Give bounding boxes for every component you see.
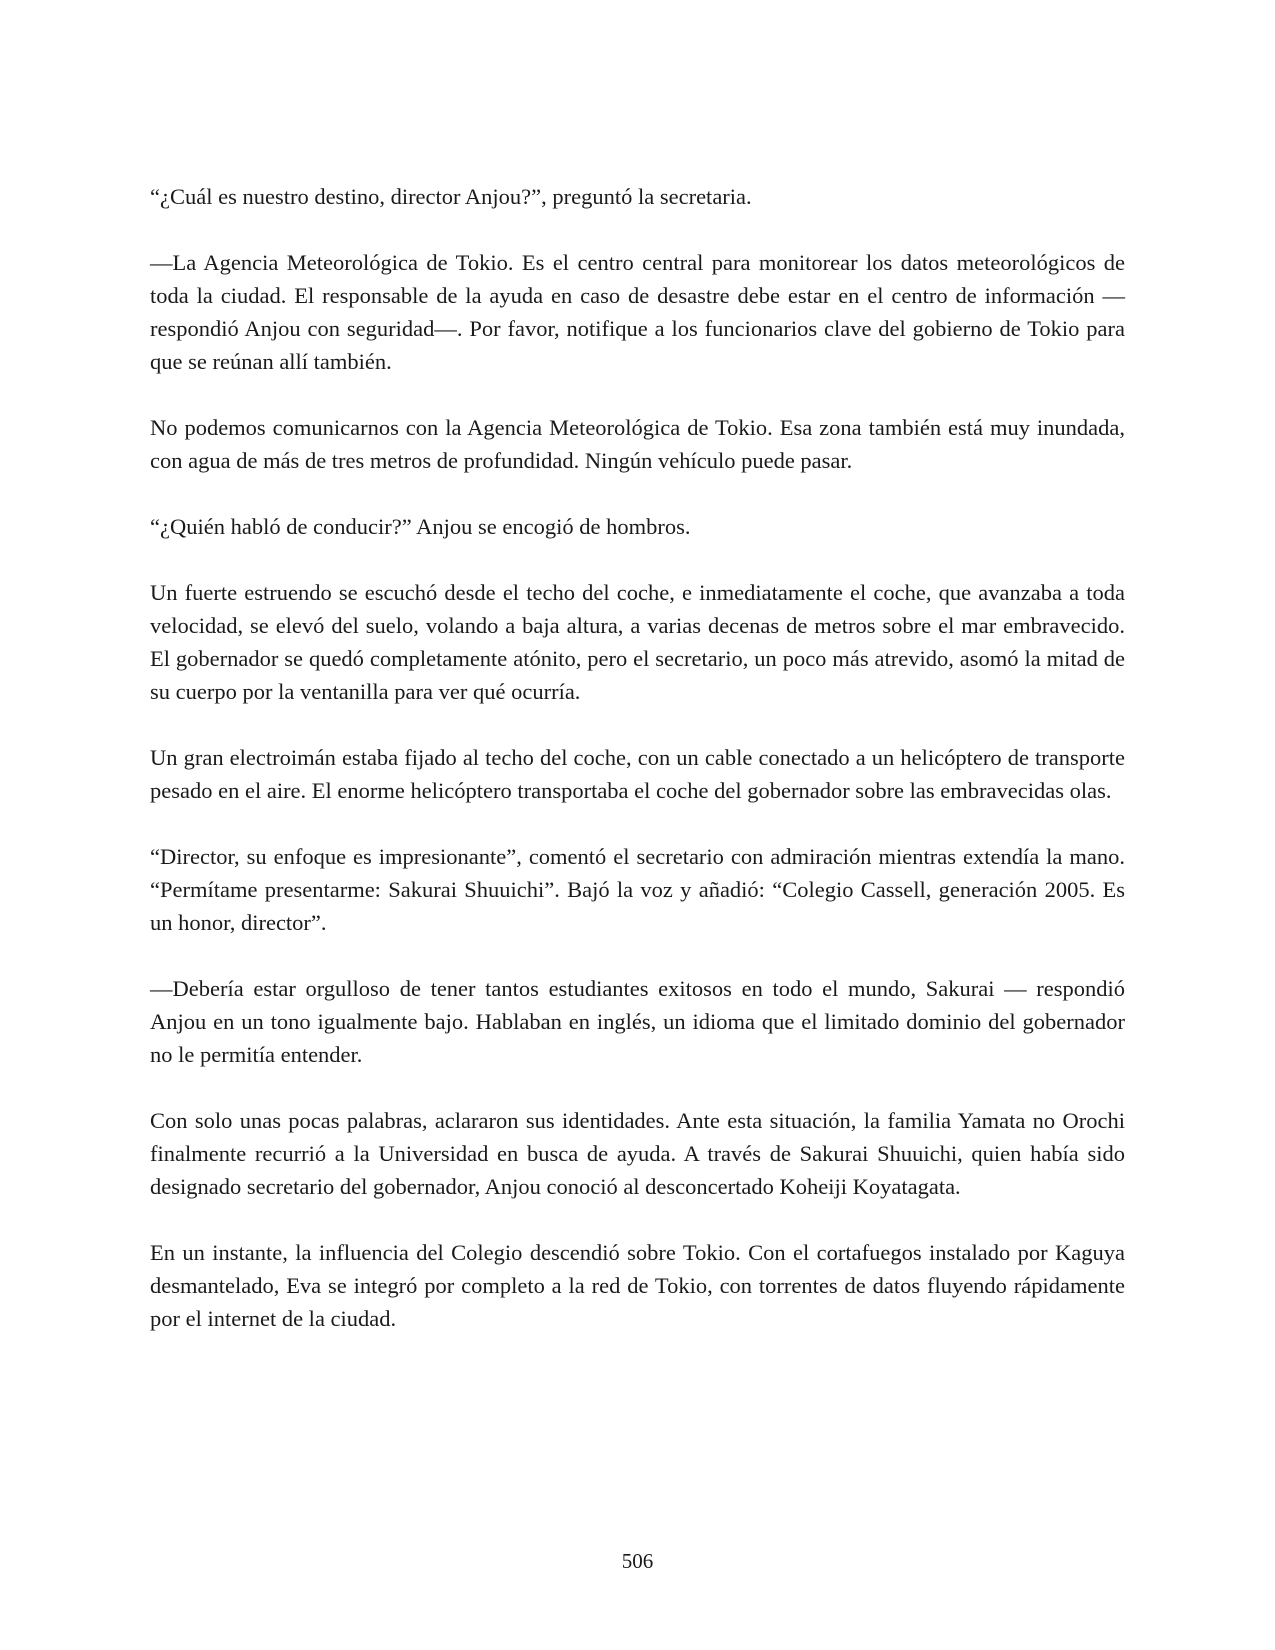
page-body	[150, 180, 1125, 1368]
paragraph-10: En un instante, la influencia del Colegio descendió sobre Tokio. Con el cortafuegos instalado por Kaguya desmantelado, Eva se integró por completo a la red de Tokio, con torrentes de datos fluyendo rápidamente por el internet de la ciudad.	[150, 1240, 1125, 1331]
paragraph-6: Un gran electroimán estaba fijado al techo del coche, con un cable conectado a un helicóptero de transporte pesado en el aire. El enorme helicóptero transportaba el coche del gobernador sobre las embravecidas olas.	[150, 745, 1125, 803]
paragraph-7: “Director, su enfoque es impresionante”, comentó el secretario con admiración mientras extendía la mano. “Permítame presentarme: Sakurai Shuuichi”. Bajó la voz y añadió: “Colegio Cassell, generación 2005. Es un honor, director”.	[150, 844, 1125, 935]
paragraph-3: No podemos comunicarnos con la Agencia Meteorológica de Tokio. Esa zona también está muy inundada, con agua de más de tres metros de profundidad. Ningún vehículo puede pasar.	[150, 415, 1125, 473]
paragraph-9: Con solo unas pocas palabras, aclararon sus identidades. Ante esta situación, la familia Yamata no Orochi finalmente recurrió a la Universidad en busca de ayuda. A través de Sakurai Shuuichi, quien había sido designado secretario del gobernador, Anjou conoció al desconcertado Koheiji Koyatagata.	[150, 1108, 1125, 1199]
page-number: 506	[621, 1549, 654, 1573]
paragraph-4: “¿Quién habló de conducir?” Anjou se encogió de hombros.	[150, 514, 691, 539]
paragraph-5: Un fuerte estruendo se escuchó desde el techo del coche, e inmediatamente el coche, que avanzaba a toda velocidad, se elevó del suelo, volando a baja altura, a varias decenas de metros sobre el mar embravecido. El gobernador se quedó completamente atónito, pero el secretario, un poco más atrevido, asomó la mitad de su cuerpo por la ventanilla para ver qué ocurría.	[150, 580, 1125, 704]
paragraph-2: —La Agencia Meteorológica de Tokio. Es el centro central para monitorear los datos meteorológicos de toda la ciudad. El responsable de la ayuda en caso de desastre debe estar en el centro de información —respondió Anjou con seguridad—. Por favor, notifique a los funcionarios clave del gobierno de Tokio para que se reúnan allí también.	[150, 250, 1125, 374]
paragraph-8: —Debería estar orgulloso de tener tantos estudiantes exitosos en todo el mundo, Sakurai — respondió Anjou en un tono igualmente bajo. Hablaban en inglés, un idioma que el limitado dominio del gobernador no le permitía entender.	[150, 976, 1125, 1067]
paragraph-1: “¿Cuál es nuestro destino, director Anjou?”, preguntó la secretaria.	[150, 184, 752, 209]
